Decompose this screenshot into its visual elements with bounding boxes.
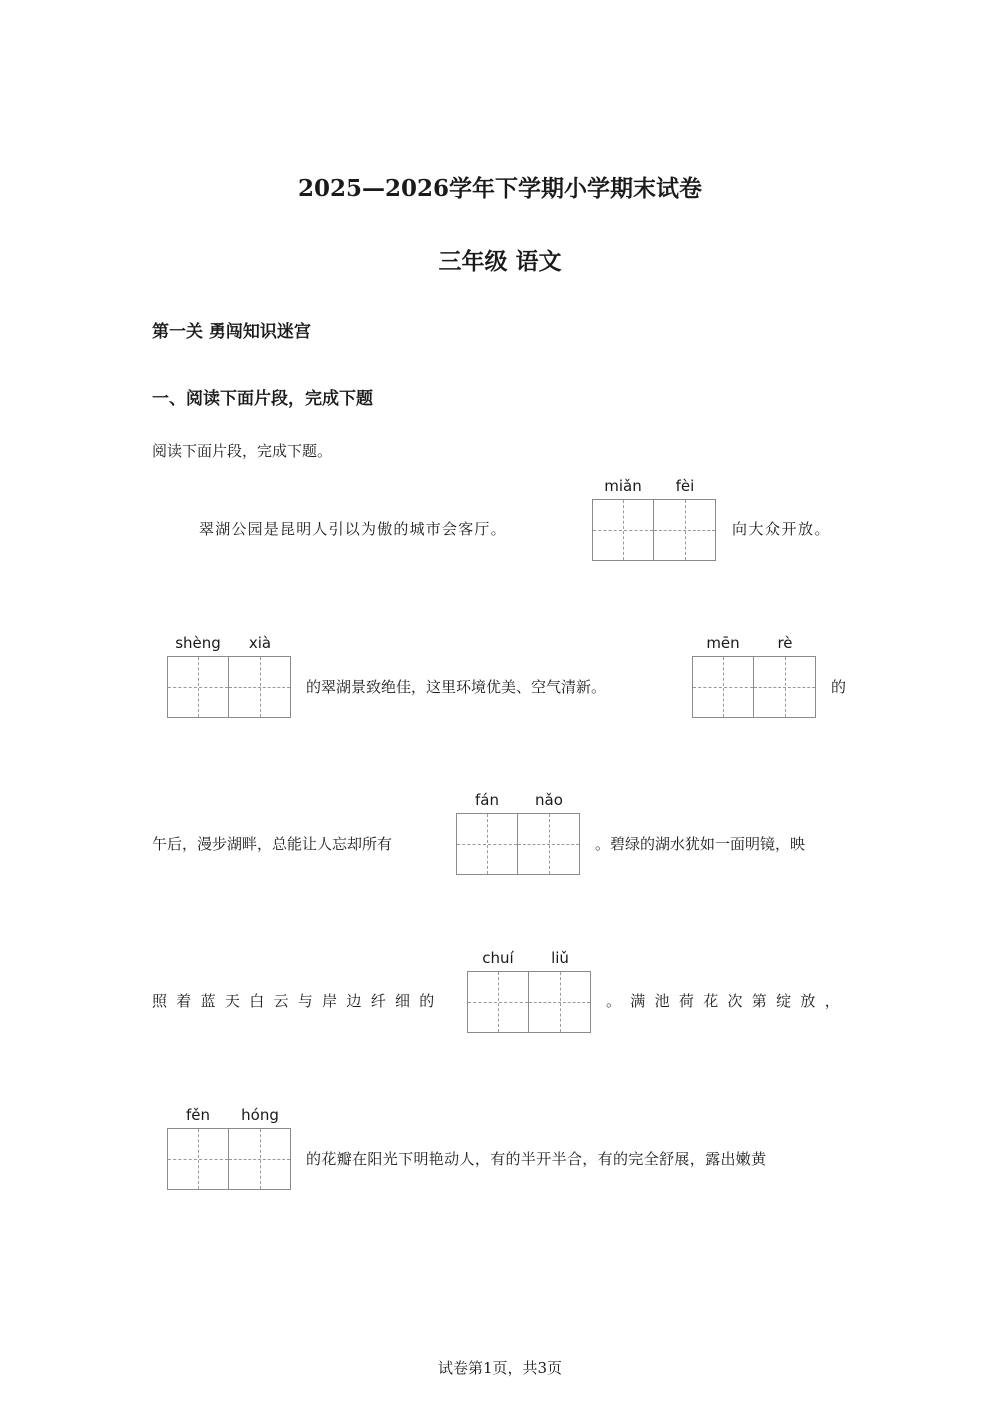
- tianzige-blank[interactable]: [456, 791, 580, 875]
- page-footer: 试卷第1页，共3页: [437, 1359, 563, 1377]
- section-heading: 第一关 勇闯知识迷宫: [152, 322, 311, 342]
- pinyin-label: fán: [475, 791, 499, 809]
- tianzige-cell[interactable]: [529, 971, 591, 1033]
- question-title: 一、阅读下面片段，完成下题: [152, 389, 373, 409]
- passage-text: 午后，漫步湖畔，总能让人忘却所有: [152, 835, 393, 853]
- pinyin-label: fěn: [185, 1106, 211, 1124]
- passage-text: 向大众开放。: [732, 520, 832, 538]
- question-instruction: 阅读下面片段，完成下题。: [152, 442, 333, 460]
- passage-text: 的: [831, 678, 847, 696]
- passage-text: 。碧绿的湖水犹如一面明镜，映: [595, 835, 806, 853]
- pinyin-label: liǔ: [551, 949, 569, 967]
- pinyin-label: chuí: [482, 949, 514, 967]
- tianzige-blank[interactable]: [592, 477, 716, 561]
- tianzige-cell[interactable]: [167, 656, 229, 718]
- passage-text: 翠湖公园是昆明人引以为傲的城市会客厅。: [199, 520, 507, 538]
- pinyin-label: fèi: [675, 477, 695, 495]
- tianzige-cell[interactable]: [654, 499, 716, 561]
- passage-text: 的花瓣在阳光下明艳动人，有的半开半合，有的完全舒展，露出嫩黄: [306, 1150, 767, 1168]
- passage-text: 的翠湖景致绝佳，这里环境优美、空气清新。: [306, 678, 607, 696]
- tianzige-blank[interactable]: [692, 634, 816, 718]
- passage-text: 。满池荷花次第绽放，: [606, 992, 850, 1010]
- pinyin-label: nǎo: [535, 791, 563, 809]
- pinyin-label: hóng: [241, 1106, 279, 1124]
- exam-title: 2025—2026学年下学期小学期末试卷: [297, 175, 703, 202]
- pinyin-label: miǎn: [604, 477, 642, 495]
- tianzige-cell[interactable]: [592, 499, 654, 561]
- tianzige-cell[interactable]: [167, 1128, 229, 1190]
- tianzige-cell[interactable]: [229, 1128, 291, 1190]
- tianzige-blank[interactable]: [167, 634, 291, 718]
- pinyin-label: xià: [248, 634, 272, 652]
- tianzige-cell[interactable]: [518, 813, 580, 875]
- passage-text: 照着蓝天白云与岸边纤细的: [152, 992, 444, 1010]
- tianzige-cell[interactable]: [467, 971, 529, 1033]
- tianzige-cell[interactable]: [692, 656, 754, 718]
- tianzige-blank[interactable]: [167, 1106, 291, 1190]
- pinyin-label: shèng: [175, 634, 221, 652]
- tianzige-blank[interactable]: [467, 949, 591, 1033]
- pinyin-label: mēn: [706, 634, 740, 652]
- pinyin-label: rè: [777, 634, 793, 652]
- exam-subtitle: 三年级 语文: [438, 248, 562, 275]
- tianzige-cell[interactable]: [456, 813, 518, 875]
- tianzige-cell[interactable]: [754, 656, 816, 718]
- tianzige-cell[interactable]: [229, 656, 291, 718]
